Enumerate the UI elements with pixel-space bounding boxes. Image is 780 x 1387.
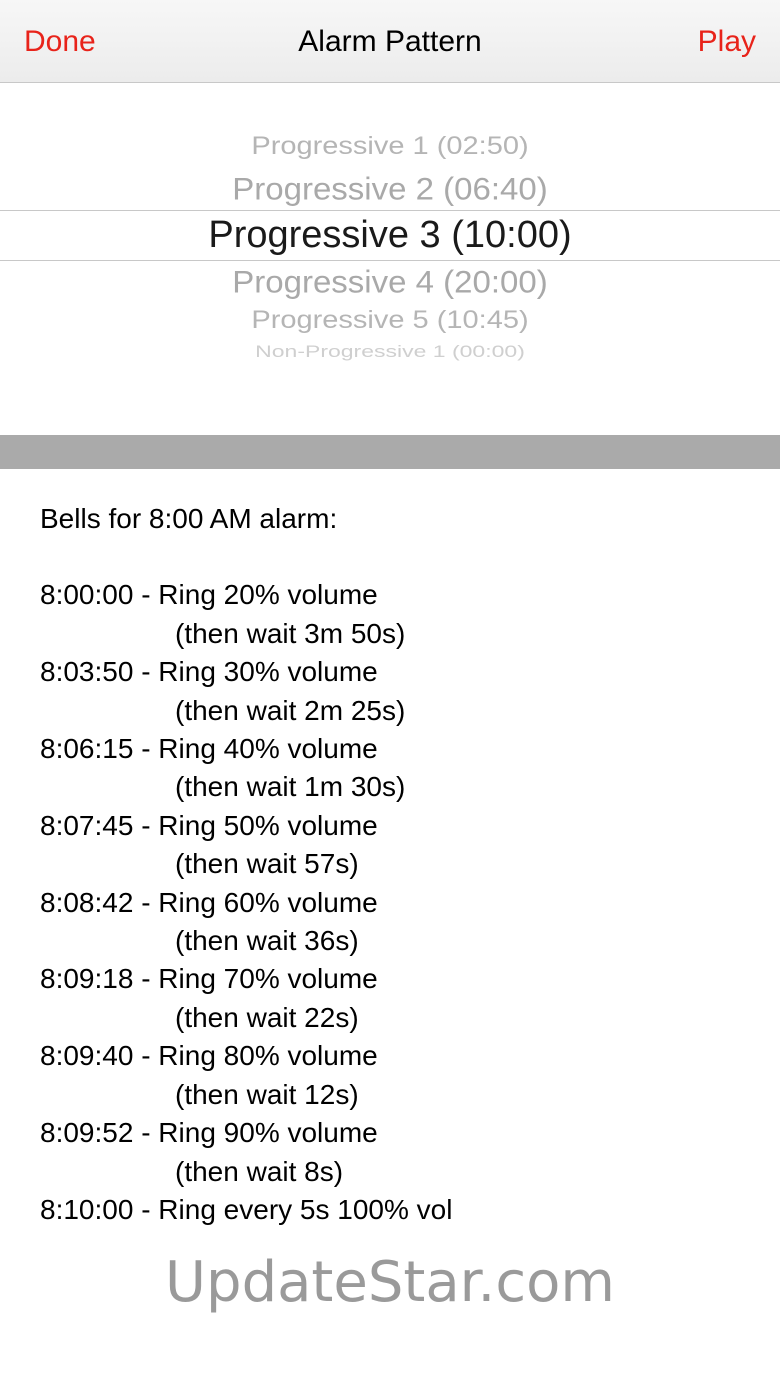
picker-option-non-progressive-1[interactable]: Non-Progressive 1 (00:00) xyxy=(255,341,525,361)
bells-schedule xyxy=(40,500,760,1229)
bell-wait-line: (then wait 36s) xyxy=(175,925,359,957)
picker-option-progressive-4[interactable]: Progressive 4 (20:00) xyxy=(232,264,548,299)
bell-final-line: 8:10:00 - Ring every 5s 100% vol xyxy=(40,1193,453,1225)
bell-ring-line: 8:09:40 - Ring 80% volume xyxy=(40,1040,378,1072)
bell-ring-line: 8:00:00 - Ring 20% volume xyxy=(40,579,378,611)
picker-selection-bottom-line xyxy=(0,260,780,261)
play-button[interactable]: Play xyxy=(697,25,756,58)
picker-option-progressive-1[interactable]: Progressive 1 (02:50) xyxy=(251,132,529,160)
bell-ring-line: 8:06:15 - Ring 40% volume xyxy=(40,733,378,765)
bell-wait-line: (then wait 57s) xyxy=(175,848,359,880)
bell-ring-line: 8:09:18 - Ring 70% volume xyxy=(40,963,378,995)
bell-wait-line: (then wait 2m 25s) xyxy=(175,694,406,726)
bell-ring-line: 8:09:52 - Ring 90% volume xyxy=(40,1117,378,1149)
page-title: Alarm Pattern xyxy=(298,25,482,58)
picker-selection-top-line xyxy=(0,210,780,211)
bell-ring-line: 8:03:50 - Ring 30% volume xyxy=(40,656,378,688)
picker-option-progressive-3-selected[interactable]: Progressive 3 (10:00) xyxy=(208,214,572,256)
picker-option-progressive-2[interactable]: Progressive 2 (06:40) xyxy=(232,171,548,206)
navigation-bar xyxy=(0,0,780,83)
bell-wait-line: (then wait 3m 50s) xyxy=(175,617,406,649)
section-divider xyxy=(0,435,780,469)
bell-wait-line: (then wait 22s) xyxy=(175,1001,359,1033)
done-button[interactable]: Done xyxy=(24,25,96,58)
picker-option-progressive-5[interactable]: Progressive 5 (10:45) xyxy=(251,306,529,334)
alarm-pattern-picker[interactable] xyxy=(0,84,780,435)
bell-wait-line: (then wait 1m 30s) xyxy=(175,771,406,803)
bell-ring-line: 8:08:42 - Ring 60% volume xyxy=(40,886,378,918)
bell-wait-line: (then wait 8s) xyxy=(175,1155,344,1187)
bell-ring-line: 8:07:45 - Ring 50% volume xyxy=(40,809,378,841)
bells-header: Bells for 8:00 AM alarm: xyxy=(40,503,338,534)
bell-wait-line: (then wait 12s) xyxy=(175,1078,359,1110)
watermark: UpdateStar.com xyxy=(165,1250,615,1315)
